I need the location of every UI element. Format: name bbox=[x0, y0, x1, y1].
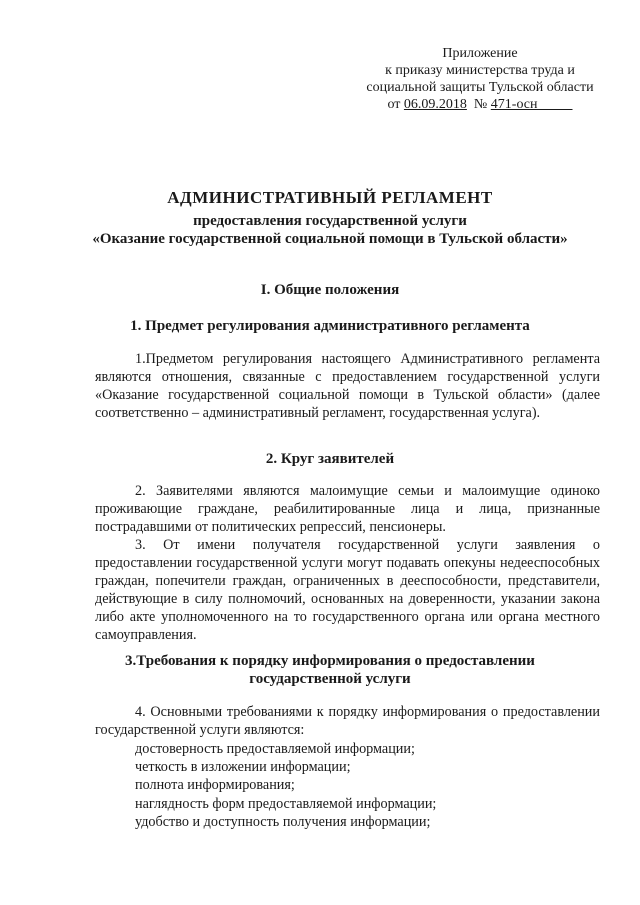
list-item: полнота информирования; bbox=[135, 777, 295, 794]
number-prefix: № bbox=[473, 97, 488, 112]
heading-subject: 1. Предмет регулирования административного регламента bbox=[130, 318, 530, 334]
document-title: АДМИНИСТРАТИВНЫЙ РЕГЛАМЕНТ bbox=[167, 188, 493, 207]
appendix-line1: Приложение bbox=[442, 46, 518, 61]
document-subtitle-1: предоставления государственной услуги bbox=[193, 213, 467, 229]
appendix-block bbox=[355, 45, 605, 113]
paragraph-4: 4. Основными требованиями к порядку информирования о предоставлении государственной услуги являются: bbox=[95, 704, 600, 738]
heading-applicants: 2. Круг заявителей bbox=[265, 451, 395, 467]
list-item: четкость в изложении информации; bbox=[135, 759, 351, 776]
appendix-line2: к приказу министерства труда и bbox=[385, 63, 575, 78]
list-item: достоверность предоставляемой информации; bbox=[135, 741, 415, 757]
requirements-list bbox=[135, 740, 595, 831]
heading-information-2: государственной услуги bbox=[249, 671, 411, 687]
appendix-line3: социальной защиты Тульской области bbox=[366, 80, 594, 95]
appendix-date-line bbox=[355, 96, 605, 113]
paragraph-3: 3. От имени получателя государственной услуги заявления о предоставлении государственной услуги могут подавать опекуны недееспособных граждан, попечители граждан, ограниченных в дееспособности, представители, действующие в силу полномочий, основанных на доверенности, указании закона либо акте уполномоченного на то государственного органа или органа местного самоуправления. bbox=[95, 537, 600, 643]
order-date: 06.09.2018 bbox=[403, 97, 467, 112]
order-number: 471-осн bbox=[490, 97, 538, 112]
heading-information-1: 3.Требования к порядку информирования о предоставлении bbox=[125, 653, 535, 669]
list-item: наглядность форм предоставляемой информации; bbox=[135, 795, 437, 812]
date-prefix: от bbox=[387, 97, 401, 112]
section-heading-1: I. Общие положения bbox=[260, 282, 400, 298]
paragraph-1: 1.Предметом регулирования настоящего Административного регламента являются отношения, связанные с предоставлением государственной услуги «Оказание государственной социальной помощи в Тульской области» (далее соответственно – административный регламент, государственная услуга). bbox=[95, 351, 600, 421]
paragraph-2: 2. Заявителями являются малоимущие семьи и малоимущие одиноко проживающие граждане, реабилитированные лица и лица, признанные пострадавшими от политических репрессий, пенсионеры. bbox=[95, 483, 600, 535]
list-item: удобство и доступность получения информации; bbox=[135, 813, 431, 830]
document-subtitle-2: «Оказание государственной социальной помощи в Тульской области» bbox=[92, 231, 568, 247]
